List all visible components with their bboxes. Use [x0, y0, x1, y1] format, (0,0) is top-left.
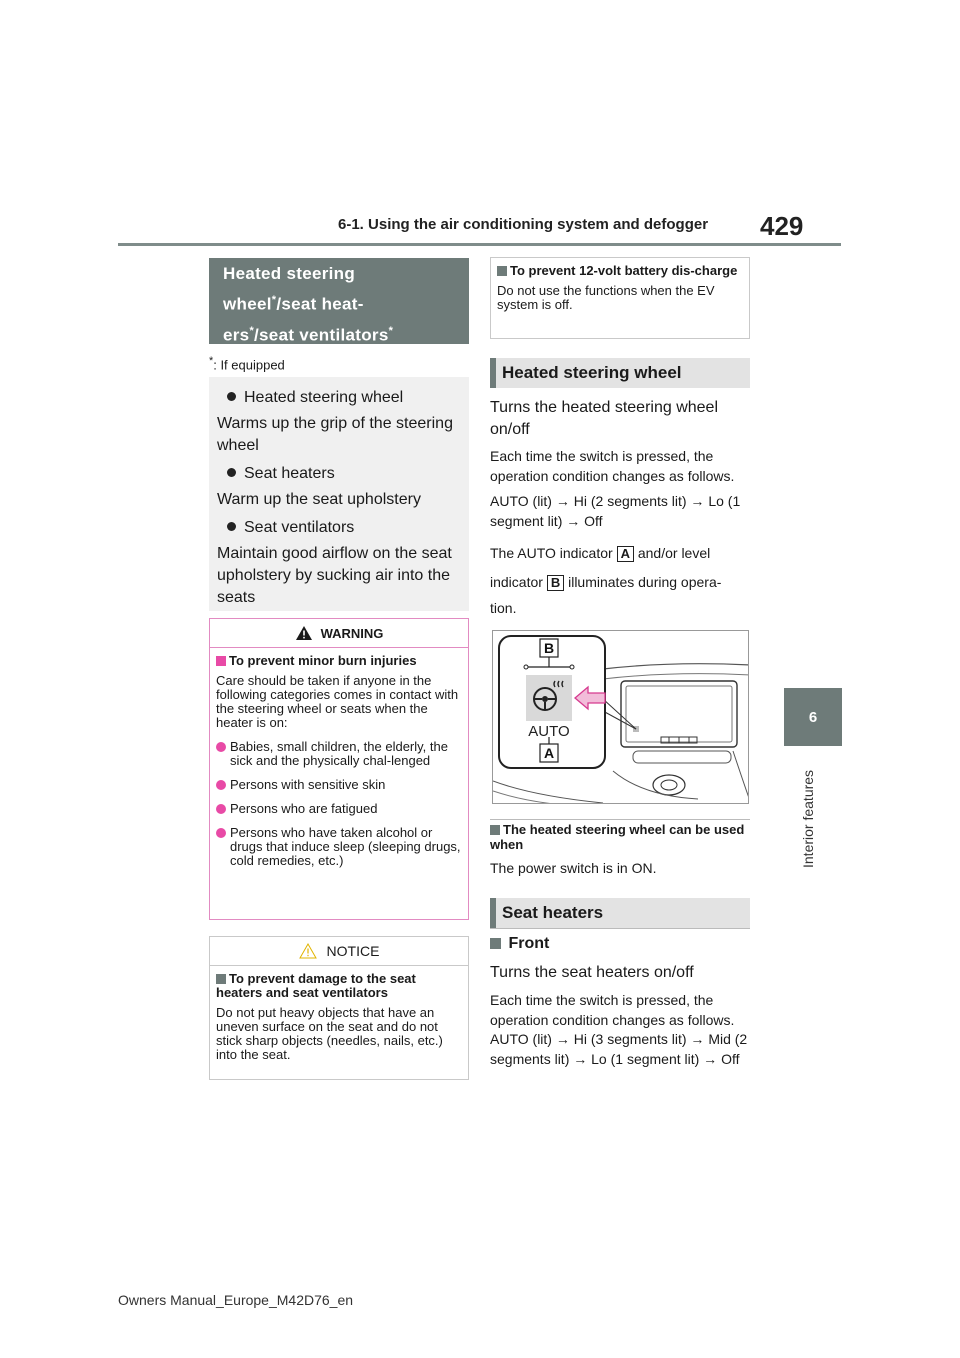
figure-label-b: B — [543, 640, 555, 656]
seat-heaters-heading: Seat heaters — [490, 898, 750, 928]
label-b: B — [547, 575, 564, 591]
feature-list — [209, 377, 469, 611]
can-use-text: The power switch is in ON. — [490, 860, 657, 876]
square-bullet-icon — [216, 656, 226, 666]
footnote-if-equipped: *: If equipped — [209, 355, 285, 373]
notice-text: Do not put heavy objects that have an uneven surface on the seat and do not stick sharp objects (needles, nails, etc.) into the seat. — [216, 1005, 443, 1062]
caution-icon — [299, 943, 317, 959]
warning-header: WARNING — [210, 619, 468, 648]
label-a: A — [617, 546, 634, 562]
battery-note-text: Do not use the functions when the EV system is off. — [497, 283, 715, 312]
list-item: Persons who have taken alcohol or drugs that induce sleep (sleeping drugs, cold remedies, etc.) — [216, 826, 462, 868]
battery-note-title: To prevent 12-volt battery dis-charge — [497, 264, 743, 278]
dashboard-drawing — [493, 631, 749, 804]
list-item: Persons with sensitive skin — [216, 778, 462, 792]
chapter-label: Interior features — [800, 769, 816, 868]
bullet-icon — [216, 804, 226, 814]
warning-box — [209, 618, 469, 920]
indicator-text-1: The AUTO indicator A and/or level — [490, 545, 711, 561]
notice-header: NOTICE — [210, 937, 468, 966]
feature-description: Maintain good airflow on the seat upholstery by sucking air into the seats — [217, 545, 452, 606]
seat-heaters-cycle: AUTO (lit) → Hi (3 segments lit) → Mid (2 segments lit) → Lo (1 segment lit) → Off — [490, 1031, 748, 1067]
notice-box — [209, 936, 469, 1080]
bullet-icon — [216, 780, 226, 790]
chapter-tab[interactable]: 6 — [784, 688, 842, 746]
feature-description: Warm up the seat upholstery — [217, 491, 421, 508]
section-title: 6-1. Using the air conditioning system and defogger — [338, 216, 709, 233]
header-divider — [118, 243, 841, 246]
square-bullet-icon — [490, 938, 501, 949]
can-use-title: The heated steering wheel can be used when — [490, 822, 745, 852]
figure-auto-label: AUTO — [528, 723, 570, 740]
divider — [490, 819, 750, 820]
seat-heaters-lead: Turns the seat heaters on/off — [490, 964, 694, 981]
warning-intro: Care should be taken if anyone in the following categories comes in contact with the steering wheel or seats when the heater is on: — [216, 673, 459, 730]
warning-subtitle: To prevent minor burn injuries — [216, 654, 462, 668]
indicator-text-2: indicator B illuminates during opera- — [490, 574, 722, 590]
feature-description: Warms up the grip of the steering wheel — [217, 415, 453, 454]
bullet-icon — [227, 392, 236, 401]
square-bullet-icon — [216, 974, 226, 984]
square-bullet-icon — [490, 825, 500, 835]
seat-heaters-cycle-intro: Each time the switch is pressed, the operation condition changes as follows. — [490, 992, 735, 1028]
list-item: Babies, small children, the elderly, the sick and the physically chal-lenged — [216, 740, 462, 768]
heated-wheel-lead: Turns the heated steering wheel on/off — [490, 399, 718, 438]
front-subheading: Front — [490, 935, 549, 953]
notice-subtitle: To prevent damage to the seat heaters and seat ventilators — [216, 971, 416, 1000]
dashboard-illustration — [492, 630, 749, 804]
heated-wheel-cycle: AUTO (lit) → Hi (2 segments lit) → Lo (1 segment lit) → Off — [490, 493, 741, 529]
feature-heading: Seat ventilators — [217, 517, 461, 539]
bullet-icon — [216, 828, 226, 838]
bullet-icon — [227, 522, 236, 531]
section-heading: Heated steering wheel*/seat heat- ers*/seat ventilators* — [209, 258, 469, 344]
battery-note — [490, 257, 750, 339]
bullet-icon — [227, 468, 236, 477]
bullet-icon — [216, 742, 226, 752]
feature-heading: Seat heaters — [217, 463, 461, 485]
heated-wheel-heading: Heated steering wheel — [490, 358, 750, 388]
figure-label-a: A — [543, 745, 555, 761]
footer-text: Owners Manual_Europe_M42D76_en — [118, 1292, 354, 1308]
warning-icon — [295, 625, 313, 641]
page-number: 429 — [760, 211, 804, 241]
indicator-text-3: tion. — [490, 600, 517, 616]
divider — [490, 928, 750, 929]
square-bullet-icon — [497, 266, 507, 276]
heated-wheel-cycle-intro: Each time the switch is pressed, the operation condition changes as follows. — [490, 448, 735, 484]
feature-heading: Heated steering wheel — [217, 387, 461, 409]
list-item: Persons who are fatigued — [216, 802, 462, 816]
